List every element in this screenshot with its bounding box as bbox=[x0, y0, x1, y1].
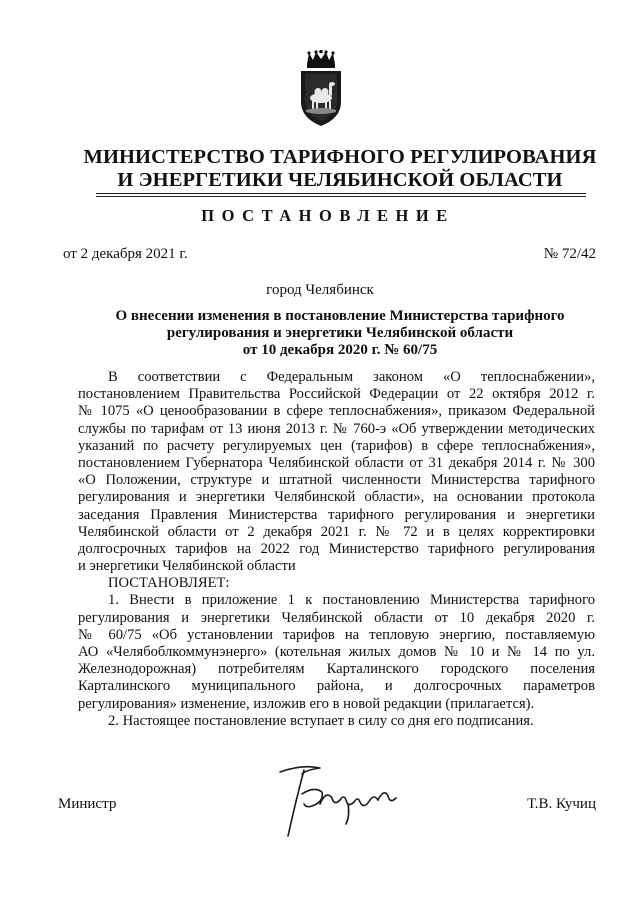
ministry-title-line-2: И ЭНЕРГЕТИКИ ЧЕЛЯБИНСКОЙ ОБЛАСТИ bbox=[117, 169, 563, 191]
body-line: В соответствии с Федеральным законом «О теплоснабжении», bbox=[108, 369, 595, 385]
body-line: № 1075 «О ценообразовании в сфере теплоснабжения», приказом Федеральной bbox=[78, 403, 595, 420]
body-line: «О Положении, структуре и штатной численности Министерства тарифного bbox=[78, 472, 595, 489]
body-line: регулирования и энергетики Челябинской области», на основании протокола bbox=[78, 489, 595, 506]
body-line: регулирования и энергетики Челябинской области от 10 декабря 2020 г. bbox=[78, 609, 595, 626]
document-type: ПОСТАНОВЛЕНИЕ bbox=[201, 206, 455, 225]
ministry-title bbox=[60, 146, 620, 192]
header-rule-top bbox=[96, 193, 586, 194]
body-line: 2. Настоящее постановление вступает в силу со дня его подписания. bbox=[108, 712, 534, 729]
body-line: 1. Внести в приложение 1 к постановлению Министерства тарифного bbox=[108, 592, 595, 609]
body-line-resolves: ПОСТАНОВЛЯЕТ: bbox=[108, 575, 230, 592]
subject-line: О внесении изменения в постановление Министерства тарифного bbox=[115, 308, 565, 324]
document-body bbox=[78, 369, 595, 730]
body-line: службы по тарифам от 13 июня 2013 г. № 760-э «Об утверждении методических bbox=[78, 420, 595, 437]
subject-line: от 10 декабря 2020 г. № 60/75 bbox=[242, 342, 438, 358]
body-line: постановлением Губернатора Челябинской области от 31 декабря 2014 г. № 300 bbox=[78, 454, 595, 471]
header-rule-bottom bbox=[96, 196, 586, 197]
body-line: Челябинской области от 2 декабря 2021 г. № 72 и в целях корректировки bbox=[78, 523, 595, 540]
body-line: долгосрочных тарифов на 2022 год Министерство тарифного регулирования bbox=[78, 540, 595, 557]
subject-line: регулирования и энергетики Челябинской области bbox=[166, 325, 514, 341]
body-line: регулирования» изменение, изложив его в новой редакции (прилагается). bbox=[78, 695, 535, 712]
document-subject bbox=[100, 308, 580, 359]
ministry-title-line-1: МИНИСТЕРСТВО ТАРИФНОГО РЕГУЛИРОВАНИЯ bbox=[83, 146, 597, 168]
body-line: и энергетики Челябинской области bbox=[78, 558, 296, 575]
handwritten-signature bbox=[262, 760, 422, 840]
signer-role: Министр bbox=[58, 796, 117, 812]
body-line: Железнодорожная) потребителям Карталинского городского поселения bbox=[78, 661, 595, 678]
document-date: от 2 декабря 2021 г. bbox=[63, 246, 188, 262]
body-line: АО «Челябоблкоммунэнерго» (котельная жилых домов № 10 и № 14 по ул. bbox=[78, 644, 595, 660]
body-line: Карталинского муниципального района, и долгосрочных параметров bbox=[78, 678, 595, 695]
document-city: город Челябинск bbox=[266, 282, 374, 298]
document-number: № 72/42 bbox=[543, 246, 596, 262]
body-line: № 60/75 «Об установлении тарифов на тепловую энергию, поставляемую bbox=[78, 626, 595, 643]
body-line: постановлением Правительства Российской Федерации от 22 октября 2012 г. bbox=[78, 386, 595, 403]
signer-name: Т.В. Кучиц bbox=[527, 796, 596, 812]
body-line: заседания Правления Министерства тарифного регулирования и энергетики bbox=[78, 506, 595, 523]
body-line: указаний по расчету регулируемых цен (тарифов) в сфере теплоснабжения», bbox=[78, 437, 595, 454]
coat-of-arms-icon bbox=[296, 50, 346, 128]
